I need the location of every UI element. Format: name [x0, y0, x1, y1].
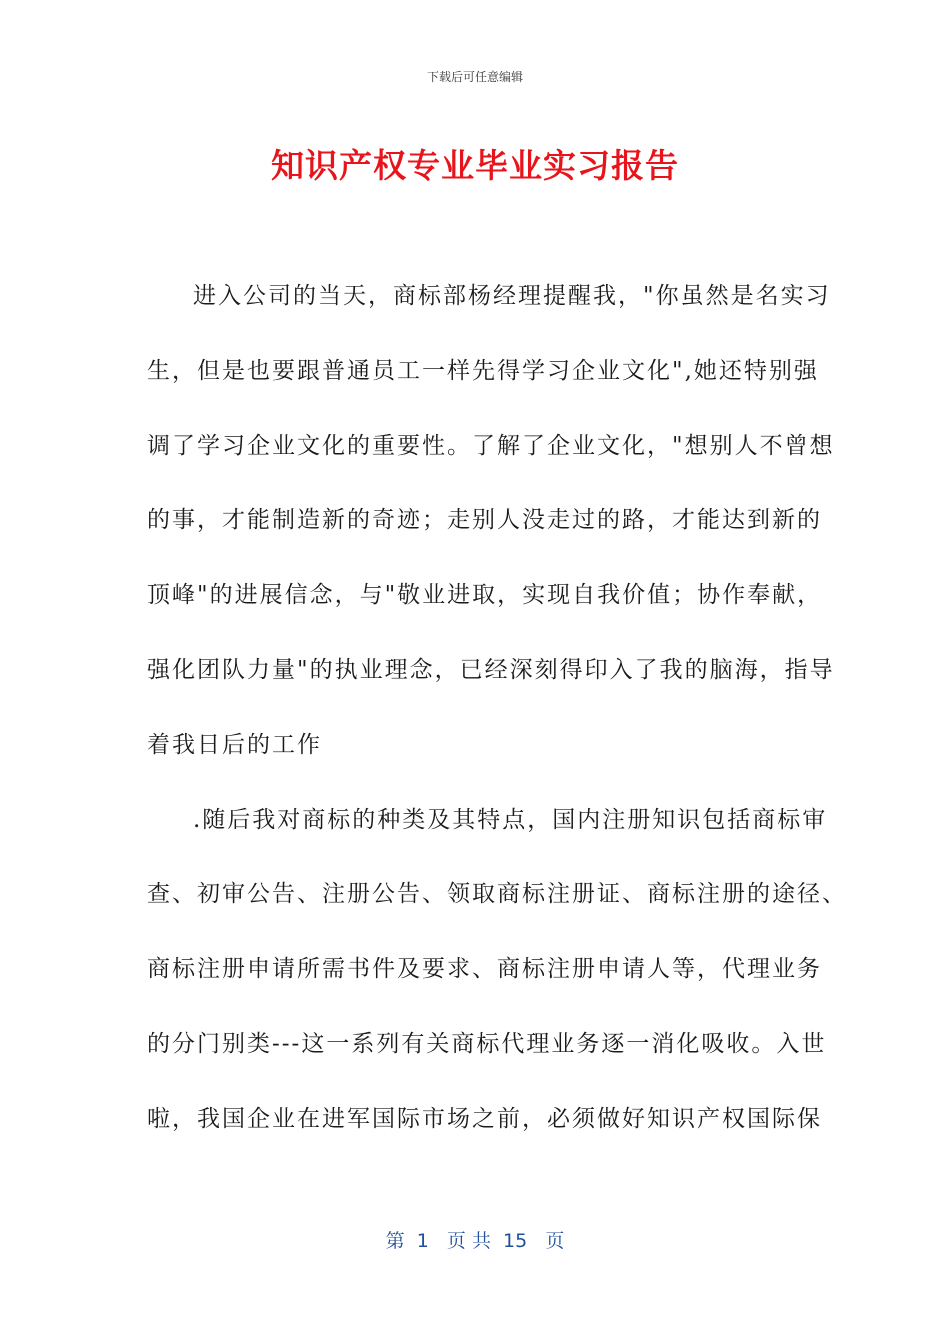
paragraph-line: 商标注册申请所需书件及要求、商标注册申请人等，代理业务: [147, 956, 822, 983]
paragraph-line: 的分门别类---这一系列有关商标代理业务逐一消化吸收。入世: [147, 1030, 827, 1057]
paragraph-line: 着我日后的工作: [147, 731, 322, 758]
document-body: [147, 276, 847, 1174]
paragraph-line: 的事，才能制造新的奇迹；走别人没走过的路，才能达到新的: [147, 507, 822, 534]
paragraph-line: .随后我对商标的种类及其特点，国内注册知识包括商标审: [193, 806, 828, 833]
document-title: 知识产权专业毕业实习报告: [271, 146, 679, 185]
paragraph-line: 顶峰"的进展信念，与"敬业进取，实现自我价值；协作奉献，: [147, 582, 823, 609]
paragraph-line: 调了学习企业文化的重要性。了解了企业文化，"想别人不曾想: [147, 432, 835, 459]
header-note: 下载后可任意编辑: [426, 70, 523, 84]
paragraph-line: 啦，我国企业在进军国际市场之前，必须做好知识产权国际保: [147, 1105, 822, 1132]
paragraph-line: 强化团队力量"的执业理念，已经深刻得印入了我的脑海，指导: [147, 656, 835, 683]
page-number-footer: 第 1 页 共 15 页: [385, 1230, 565, 1252]
paragraph-line: 进入公司的当天，商标部杨经理提醒我，"你虽然是名实习: [193, 283, 831, 309]
paragraph-line: 查、初审公告、注册公告、领取商标注册证、商标注册的途径、: [147, 881, 847, 908]
paragraph-line: 生，但是也要跟普通员工一样先得学习企业文化",她还特别强: [147, 357, 819, 384]
